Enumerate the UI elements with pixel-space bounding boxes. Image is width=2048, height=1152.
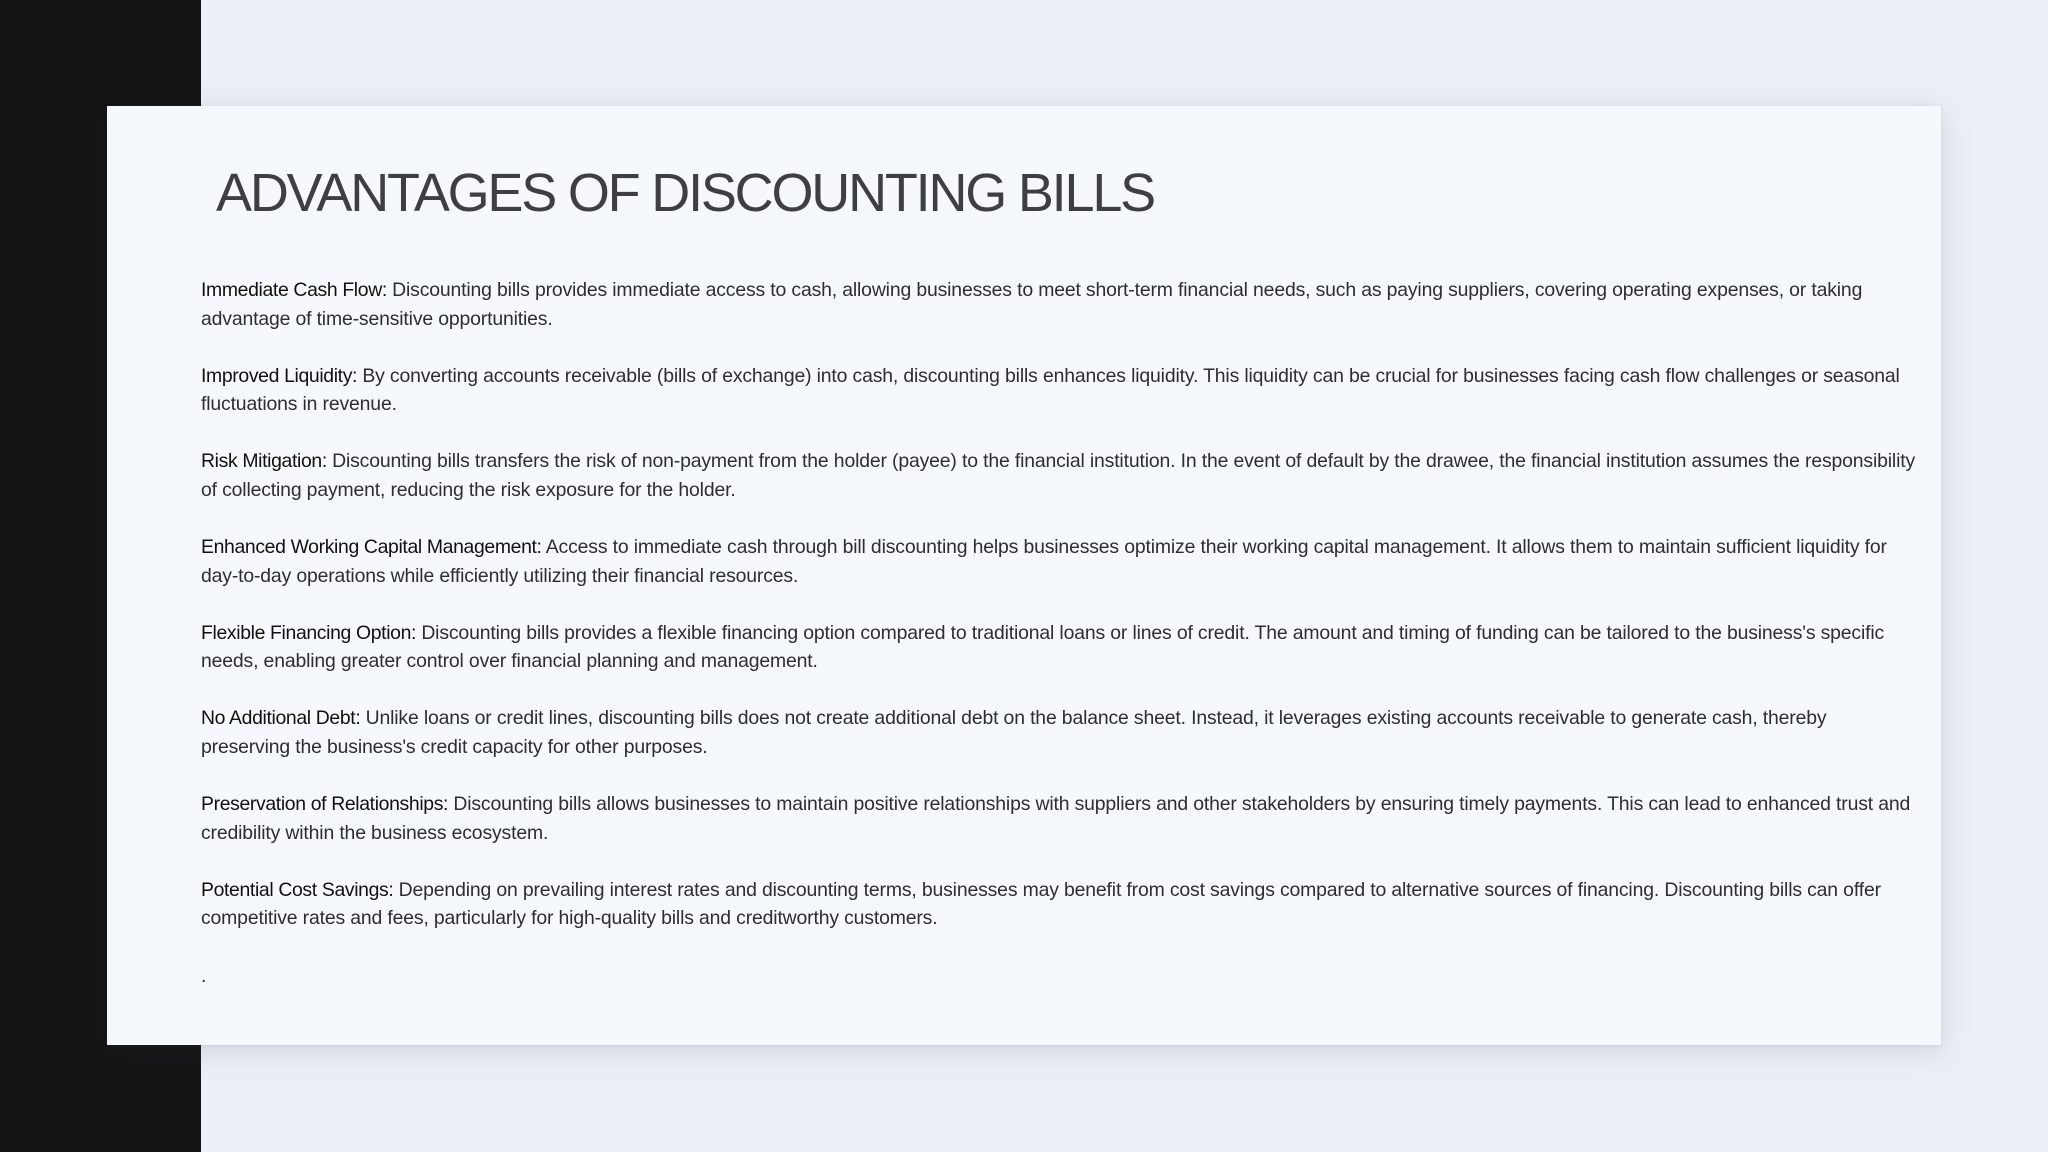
advantage-term: Flexible Financing Option: — [201, 621, 417, 644]
advantage-description: Discounting bills transfers the risk of non-payment from the holder (payee) to the financial institution. In the event of default by the drawee, the financial institution assumes the responsibility of collecting payment, reducing the risk exposure for the holder. — [201, 450, 1916, 501]
advantage-description: Discounting bills provides a flexible financing option compared to traditional loans or lines of credit. The amount and timing of funding can be tailored to the business's specific needs, enabling greater control over financial planning and management. — [201, 621, 1885, 673]
advantage-term: Enhanced Working Capital Management: — [201, 536, 542, 559]
advantage-immediate-cash-flow — [201, 276, 1917, 333]
slide-card — [107, 106, 1941, 1045]
advantage-working-capital — [201, 533, 1917, 590]
advantage-term: Risk Mitigation: — [201, 450, 327, 473]
advantage-no-additional-debt — [201, 704, 1917, 761]
slide-title: ADVANTAGES OF DISCOUNTING BILLS — [216, 163, 1154, 223]
advantage-term: Immediate Cash Flow: — [201, 279, 387, 301]
advantage-potential-cost-savings — [201, 876, 1917, 933]
advantage-risk-mitigation — [201, 447, 1917, 504]
advantage-term: No Additional Debt: — [201, 707, 361, 730]
advantage-description: By converting accounts receivable (bills of exchange) into cash, discounting bills enhances liquidity. This liquidity can be crucial for businesses facing cash flow challenges or seasonal fluctuations in revenue. — [201, 364, 1900, 416]
advantage-description: Depending on prevailing interest rates and discounting terms, businesses may benefit from cost savings compared to alternative sources of financing. Discounting bills can offer competitive rates and fees, particularly for high-quality bills and creditworthy customers. — [201, 878, 1881, 930]
advantages-list — [201, 276, 1917, 990]
advantage-description: Discounting bills allows businesses to maintain positive relationships with suppliers and other stakeholders by ensuring timely payments. This can lead to enhanced trust and credibility within the business ecosystem. — [201, 793, 1911, 844]
advantage-term: Improved Liquidity: — [201, 364, 358, 387]
advantage-flexible-financing — [201, 619, 1917, 676]
advantage-preservation-of-relationships — [201, 790, 1917, 847]
advantage-term: Preservation of Relationships: — [201, 793, 449, 816]
advantage-description: Unlike loans or credit lines, discounting bills does not create additional debt on the balance sheet. Instead, it leverages existing accounts receivable to generate cash, thereby preserving the business's credit capacity for other purposes. — [201, 707, 1827, 759]
advantage-improved-liquidity — [201, 362, 1917, 419]
advantage-description: Discounting bills provides immediate access to cash, allowing businesses to meet short-term financial needs, such as paying suppliers, covering operating expenses, or taking advantage of time-sensitive opportunities. — [201, 279, 1863, 330]
advantage-description: Access to immediate cash through bill discounting helps businesses optimize their working capital management. It allows them to maintain sufficient liquidity for day-to-day operations while efficiently utilizing their financial resources. — [201, 536, 1887, 587]
trailing-period: . — [201, 964, 207, 987]
advantage-term: Potential Cost Savings: — [201, 878, 394, 901]
